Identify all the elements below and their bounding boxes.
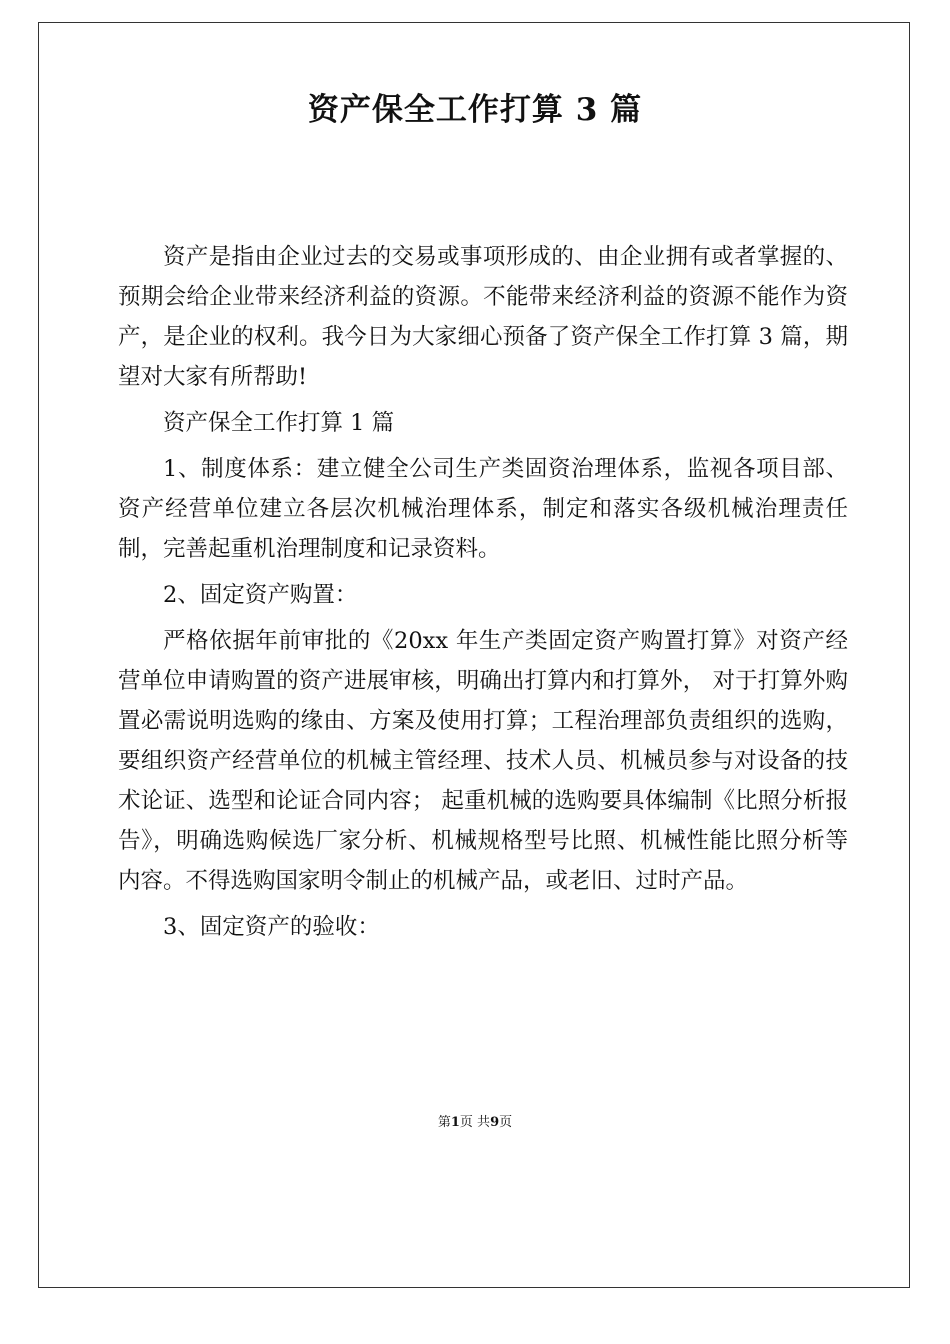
section-heading: 资产保全工作打算 1 篇 [163,410,395,436]
footer-page-mid: 页 共 [459,1115,491,1130]
footer-page-prefix: 第 [437,1115,451,1130]
paragraph-item-2-heading: 2、固定资产购置： [163,582,358,608]
footer-page-number: 1 [450,1115,460,1130]
footer-page-total: 9 [490,1115,500,1130]
paragraph-item-2-body: 严格依据年前审批的《20xx 年生产类固定资产购置打算》对资产经营单位申请购置的资产进展审核，明确出打算内和打算外， 对于打算外购置必需说明选购的缘由、方案及使用打算；工程治理部负责组织的选购，要组织资产经营单位的机械主管经理、技术人员、机械员参与对设备的技术论证、选型和论证合同内容； 起重机械的选购要具体编制《比照分析报告》，明确选购候选厂家分析、机械规格型号比照、机械性能比照分析等内容。不得选购国家明令制止的机械产品，或老旧、过时产品。 [118,628,848,894]
paragraph-item-1: 1、制度体系：建立健全公司生产类固资治理体系，监视各项目部、资产经营单位建立各层次机械治理体系，制定和落实各级机械治理责任制，完善起重机治理制度和记录资料。 [118,456,848,562]
paragraph-item-3-heading: 3、固定资产的验收： [163,914,380,940]
document-title: 资产保全工作打算 3 篇 [307,92,643,128]
document-body [118,237,848,953]
footer-page-suffix: 页 [499,1115,513,1130]
page-footer [0,1113,950,1133]
intro-paragraph: 资产是指由企业过去的交易或事项形成的、由企业拥有或者掌握的、预期会给企业带来经济利益的资源。不能带来经济利益的资源不能作为资产，是企业的权利。我今日为大家细心预备了资产保全工作打算 3 篇，期望对大家有所帮助! [118,244,848,390]
